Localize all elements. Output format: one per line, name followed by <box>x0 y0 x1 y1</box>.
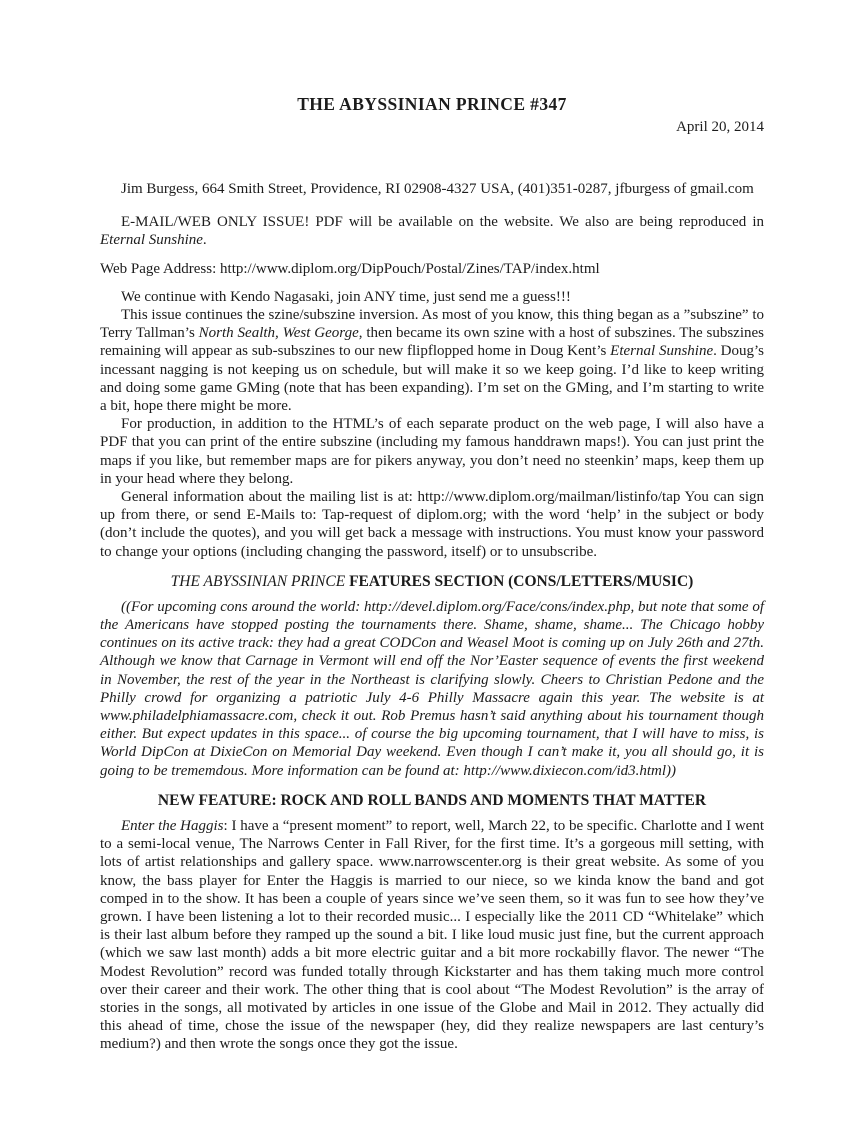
production-paragraph <box>100 415 764 488</box>
enter-the-haggis-paragraph <box>100 817 764 1054</box>
kendo-nagasaki-note <box>100 288 764 306</box>
text-run: Enter the Haggis <box>121 817 224 834</box>
masthead-contact-line <box>100 180 764 198</box>
text-run: . Doug’s incessant nagging is not keeping us on schedule, but will make it so we keep going. I’d like to keep writing and doing some game GMing (note that has been expanding). I’m set on the GMing, and I’m starting to write a bit, hope there might be more. <box>100 343 765 415</box>
document-body <box>100 180 764 1054</box>
features-section-heading <box>100 572 764 591</box>
text-run: ((For upcoming cons around the world: http://devel.diplom.org/Face/cons/index.php, but note that some of the Americans have stopped posting the tournaments there. Shame, shame, shame... The Chicago hobby continues on its active track: they had a great CODCon and Weasel Moot is coming up on July 26th and 27th. Although we know that Carnage in Vermont will end off the Nor’Easter sequence of events the first weekend in November, the rest of the year in the Northeast is clarifying slowly. Cheers to Christian Pedone and the Philly crowd for organizing a patriotic July 4-6 Philly Massacre again this year. The website is at www.philadelphiamassacre.com, check it out. Rob Premus hasn’t said anything about his tournament though either. But expect updates in this space... of course the big upcoming tournament, that I will have to miss, is World DipCon at DixieCon on Memorial Day weekend. Even though I can’t make it, you all should go, it is going to be trememdous. More information can be found at: http://www.dixiecon.com/id3.html)) <box>100 598 764 779</box>
text-run: North Sealth, West George <box>198 325 359 342</box>
text-run: Jim Burgess, 664 Smith Street, Providence, RI 02908-4327 USA, (401)351-0287, jfburgess of gmail.com <box>121 181 754 197</box>
web-page-address-line <box>100 260 764 278</box>
text-run: For production, in addition to the HTML’s of each separate product on the web page, I will also have a PDF that you can print of the entire subszine (including my famous handdrawn maps!). You can just print the maps if you like, but remember maps are for pikers anyway, you don’t need no steenkin’ maps, keep them up in your head where they belong. <box>100 416 764 487</box>
text-run: THE ABYSSINIAN PRINCE <box>170 572 346 590</box>
mailing-list-paragraph <box>100 488 764 561</box>
text-run: We continue with Kendo Nagasaki, join ANY time, just send me a guess!!! <box>121 288 571 305</box>
text-run: . <box>202 232 207 249</box>
issue-date: April 20, 2014 <box>676 119 764 135</box>
email-web-only-note <box>100 213 764 249</box>
text-run: : I have a “present moment” to report, well, March 22, to be specific. Charlotte and I went to a semi-local venue, The Narrows Center in Fall River, for the first time. It’s a gorgeous mill setting, with lots of artist relationships and gallery space. www.narrowscenter.org is their great website. As some of you know, the bass player for Enter the Haggis is married to our niece, so we kinda know the band and got comped in to the show. It has been a couple of years since we’ve seen them, so it was fun to see how they’ve grown. I have been listening a lot to their recorded music... I especially like the 2011 CD “Whitelake” which is their last album before they ramped up the sound a bit. I like loud music just fine, but the current approach (which we saw last month) adds a bit more electric guitar and a bit more rockabilly flavor. The newer “The Modest Revolution” record was funded totally through Kickstarter and has them taking much more control over their career and their work. The other thing that is cool about “The Modest Revolution” is the array of stories in the songs, all motivated by articles in one issue of the Globe and Mail in 2012. They actually did this ahead of time, chose the issue of the newspaper (hey, did they realize newspapers are last century’s medium?) and then wrote the songs once they got the issue. <box>100 817 764 1053</box>
text-run: E-MAIL/WEB ONLY ISSUE! PDF will be available on the website. We also are being reproduced in <box>121 214 764 231</box>
cons-update-paragraph <box>100 598 764 780</box>
text-run: FEATURES SECTION (CONS/LETTERS/MUSIC) <box>345 572 694 590</box>
document-page <box>100 94 764 1054</box>
text-run: Eternal Sunshine <box>100 232 203 249</box>
new-feature-heading <box>100 791 764 810</box>
text-run: , then became its own szine with a host of subszines. The subszines remaining will appear as sub-subszines to our new flipflopped home in Doug Kent’s <box>100 325 764 360</box>
text-run: NEW FEATURE: ROCK AND ROLL BANDS AND MOMENTS THAT MATTER <box>157 791 707 809</box>
text-run: This issue continues the szine/subszine inversion. As most of you know, this thing began as a ”subszine” to Terry Tallman’s <box>100 307 764 342</box>
text-run: Eternal Sunshine <box>610 343 714 360</box>
text-run: Web Page Address: http://www.diplom.org/DipPouch/Postal/Zines/TAP/index.html <box>100 260 600 277</box>
text-run: General information about the mailing list is at: http://www.diplom.org/mailman/listinfo/tap You can sign up from there, or send E-Mails to: Tap-request of diplom.org; with the word ‘help’ in the subject or body (don’t include the quotes), and you will get back a message with instructions. You must know your password to change your options (including changing the password, itself) or to unsubscribe. <box>100 489 764 560</box>
page-title: THE ABYSSINIAN PRINCE #347 <box>297 94 567 114</box>
szine-inversion-paragraph <box>100 306 764 415</box>
